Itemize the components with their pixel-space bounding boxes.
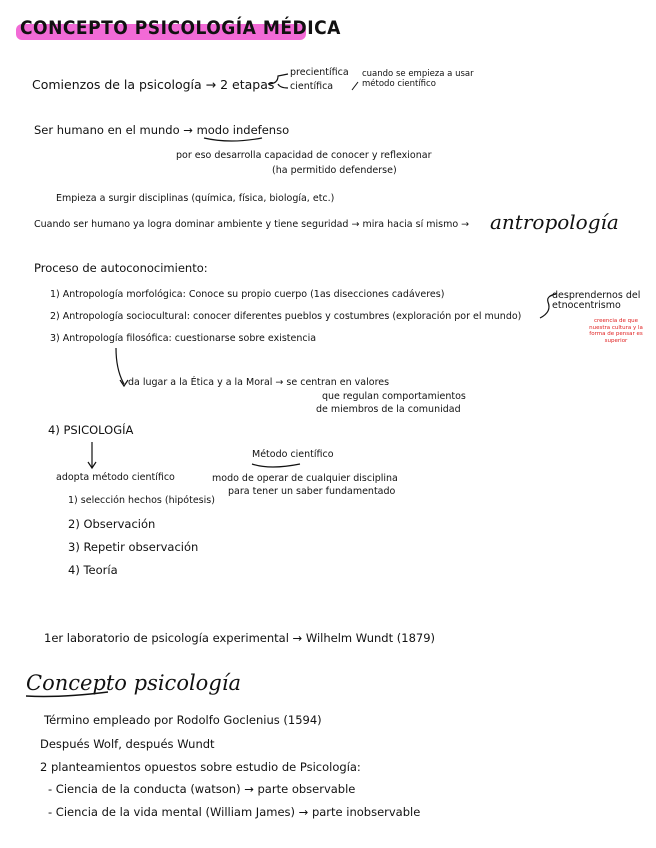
concept-line-2: Después Wolf, después Wundt [40,737,215,751]
intro-stage-2: científica [290,81,334,92]
mastery-line: Cuando ser humano ya logra dominar ambiente y tiene seguridad → mira hacia sí mismo → [34,219,470,230]
human-detail-2: (ha permitido defenderse) [272,165,397,176]
method-step-4: 4) Teoría [68,563,118,577]
intro-stage-1: precientífica [290,67,349,78]
side-note: desprendernos del etnocentrismo [552,290,641,312]
concept-heading: Concepto psicología [26,671,242,695]
ethics-line-2: que regulan comportamientos [322,391,466,402]
self-knowledge-item-3: 3) Antropología filosófica: cuestionarse sobre existencia [50,333,317,344]
concept-line-3: 2 planteamientos opuestos sobre estudio de Psicología: [40,760,361,774]
self-knowledge-item-2: 2) Antropología sociocultural: conocer diferentes pueblos y costumbres (exploración por el mundo) [50,311,522,322]
psychology-heading: 4) PSICOLOGÍA [48,423,134,437]
self-knowledge-item-1: 1) Antropología morfológica: Conoce su propio cuerpo (1as disecciones cadáveres) [50,289,445,300]
method-step-3: 3) Repetir observación [68,540,199,554]
mastery-result: antropología [490,210,619,234]
ethics-line-1: da lugar a la Ética y a la Moral → se centran en valores [128,377,390,388]
human-line: Ser humano en el mundo → modo indefenso [34,123,290,137]
page-title: CONCEPTO PSICOLOGÍA MÉDICA [20,17,341,39]
psychology-adopts: adopta método científico [56,472,175,483]
method-definition-2: para tener un saber fundamentado [228,486,396,497]
method-definition-1: modo de operar de cualquier disciplina [212,473,398,484]
ethics-line-3: de miembros de la comunidad [316,404,461,415]
self-knowledge-heading: Proceso de autoconocimiento: [34,261,208,275]
disciplines-line: Empieza a surgir disciplinas (química, física, biología, etc.) [56,193,335,204]
intro-line: Comienzos de la psicología → 2 etapas [32,77,275,92]
concept-line-1: Término empleado por Rodolfo Goclenius (1594) [44,713,322,727]
concept-line-4: - Ciencia de la conducta (watson) → parte observable [48,782,356,796]
method-title: Método científico [252,449,334,460]
lab-line: 1er laboratorio de psicología experimental → Wilhelm Wundt (1879) [44,631,435,645]
intro-note: cuando se empieza a usar método científico [362,69,474,89]
concept-line-5: - Ciencia de la vida mental (William James) → parte inobservable [48,805,421,819]
side-note-red: creencia de que nuestra cultura y la forma de pensar es superior [589,318,643,344]
method-step-1: 1) selección hechos (hipótesis) [68,495,215,506]
method-step-2: 2) Observación [68,517,156,531]
human-detail-1: por eso desarrolla capacidad de conocer y reflexionar [176,150,432,161]
